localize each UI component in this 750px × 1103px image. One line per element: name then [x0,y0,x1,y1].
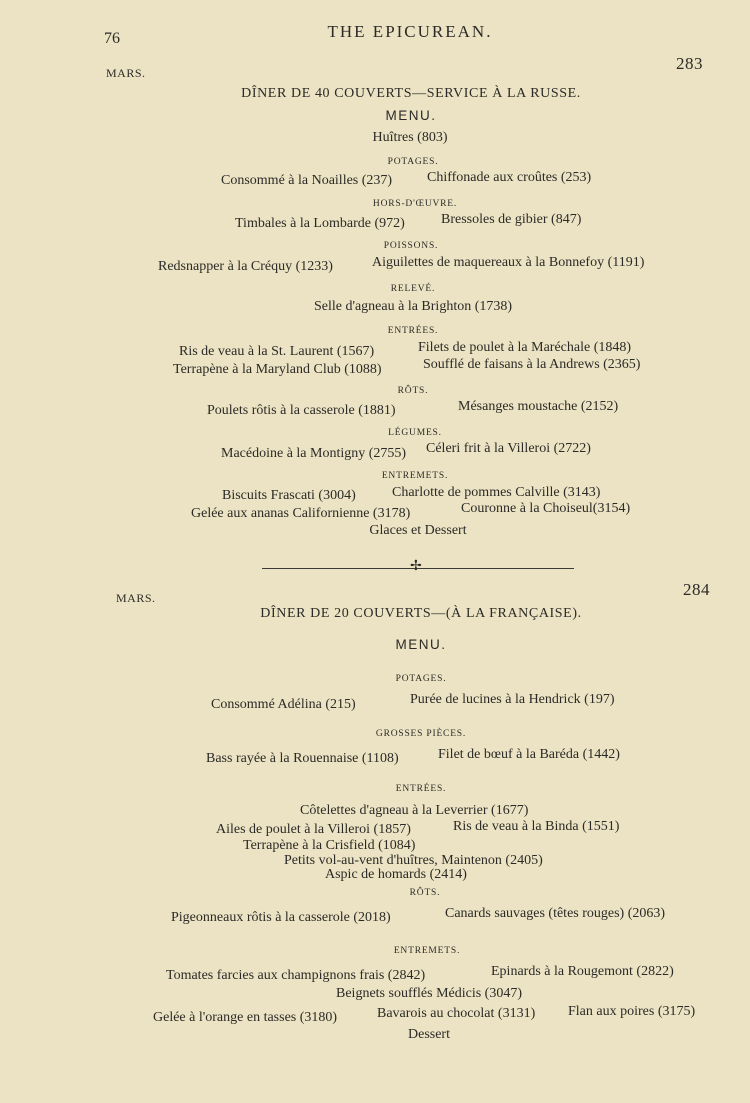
menu2-entree-4: Terrapène à la Crisfield (1084) [243,838,416,853]
menu2-rot-2: Canards sauvages (têtes rouges) (2063) [445,906,666,921]
menu1-menu-label: MENU. [385,108,437,123]
menu1-number: 283 [676,54,703,73]
menu1-hors-1: Timbales à la Lombarde (972) [235,216,405,231]
menu2-grosses-heading: GROSSES PIÈCES. [375,729,467,739]
menu1-hors-2: Bressoles de gibier (847) [441,212,582,227]
menu2-entree-3: Ris de veau à la Binda (1551) [453,819,620,834]
menu1-month: MARS. [106,66,146,80]
divider-ornament-icon: ✢ [410,559,422,574]
page-number: 76 [104,30,120,47]
menu1-potage-2: Chiffonade aux croûtes (253) [427,170,592,185]
menu2-dessert: Dessert [408,1027,450,1042]
menu2-entremet-4: Gelée à l'orange en tasses (3180) [153,1010,338,1025]
menu1-entremet-3: Gelée aux ananas Californienne (3178) [191,506,411,521]
menu2-entree-5: Petits vol-au-vent d'huîtres, Maintenon (2405) [284,853,543,868]
menu1-rot-1: Poulets rôtis à la casserole (1881) [207,403,396,418]
menu2-potage-1: Consommé Adélina (215) [211,697,356,712]
menu1-entree-3: Terrapène à la Maryland Club (1088) [173,362,382,377]
menu2-potage-2: Purée de lucines à la Hendrick (197) [410,692,615,707]
menu1-legumes-heading: LÉGUMES. [388,428,442,438]
menu1-releve: Selle d'agneau à la Brighton (1738) [313,299,513,314]
menu2-potages-heading: POTAGES. [395,674,447,684]
menu1-poisson-2: Aiguilettes de maquereaux à la Bonnefoy (1191) [372,255,645,270]
menu1-entree-1: Ris de veau à la St. Laurent (1567) [179,344,375,359]
menu2-entremet-3: Beignets soufflés Médicis (3047) [336,986,522,1001]
menu2-entremet-6: Flan aux poires (3175) [568,1004,696,1019]
menu1-huitres: Huîtres (803) [372,130,448,145]
menu1-entree-4: Soufflé de faisans à la Andrews (2365) [423,357,641,372]
menu2-entree-1: Côtelettes d'agneau à la Leverrier (1677) [300,803,529,818]
menu1-rots-heading: RÔTS. [397,386,429,396]
menu1-entremet-4: Couronne à la Choiseul(3154) [461,501,631,516]
menu1-entree-2: Filets de poulet à la Maréchale (1848) [418,340,632,355]
menu1-legume-2: Céleri frit à la Villeroi (2722) [426,441,591,456]
menu2-number: 284 [683,580,710,599]
menu1-potages-heading: POTAGES. [387,157,439,167]
menu1-entremet-1: Biscuits Frascati (3004) [222,488,356,503]
menu2-entremet-2: Epinards à la Rougemont (2822) [491,964,674,979]
menu1-title: DÎNER DE 40 COUVERTS—SERVICE À LA RUSSE. [241,86,581,101]
menu2-entremet-5: Bavarois au chocolat (3131) [377,1006,536,1021]
menu2-rot-1: Pigeonneaux rôtis à la casserole (2018) [171,910,391,925]
menu1-releve-heading: RELEVÉ. [390,284,436,294]
menu2-grosse-2: Filet de bœuf à la Baréda (1442) [438,747,620,762]
menu1-glaces: Glaces et Dessert [369,523,467,538]
menu2-entremet-1: Tomates farcies aux champignons frais (2842) [166,968,426,983]
menu1-entrees-heading: ENTRÉES. [387,326,439,336]
menu1-rot-2: Mésanges moustache (2152) [458,399,619,414]
menu2-rots-heading: RÔTS. [409,888,441,898]
menu2-entremets-heading: ENTREMETS. [393,946,461,956]
running-head: THE EPICUREAN. [327,22,493,41]
menu1-entremet-2: Charlotte de pommes Calville (3143) [392,485,601,500]
menu2-grosse-1: Bass rayée à la Rouennaise (1108) [206,751,399,766]
menu1-hors-heading: HORS-D'ŒUVRE. [372,199,458,209]
menu1-potage-1: Consommé à la Noailles (237) [221,173,393,188]
menu2-month: MARS. [116,591,156,605]
menu1-entremets-heading: ENTREMETS. [381,471,449,481]
menu2-entree-2: Ailes de poulet à la Villeroi (1857) [216,822,411,837]
menu2-entree-6: Aspic de homards (2414) [325,867,467,882]
menu1-poisson-1: Redsnapper à la Créquy (1233) [158,259,333,274]
menu1-poissons-heading: POISSONS. [383,241,439,251]
menu1-legume-1: Macédoine à la Montigny (2755) [221,446,407,461]
menu2-title: DÎNER DE 20 COUVERTS—(À LA FRANÇAISE). [260,606,582,621]
menu2-entrees-heading: ENTRÉES. [395,784,447,794]
menu2-menu-label: MENU. [395,637,447,652]
